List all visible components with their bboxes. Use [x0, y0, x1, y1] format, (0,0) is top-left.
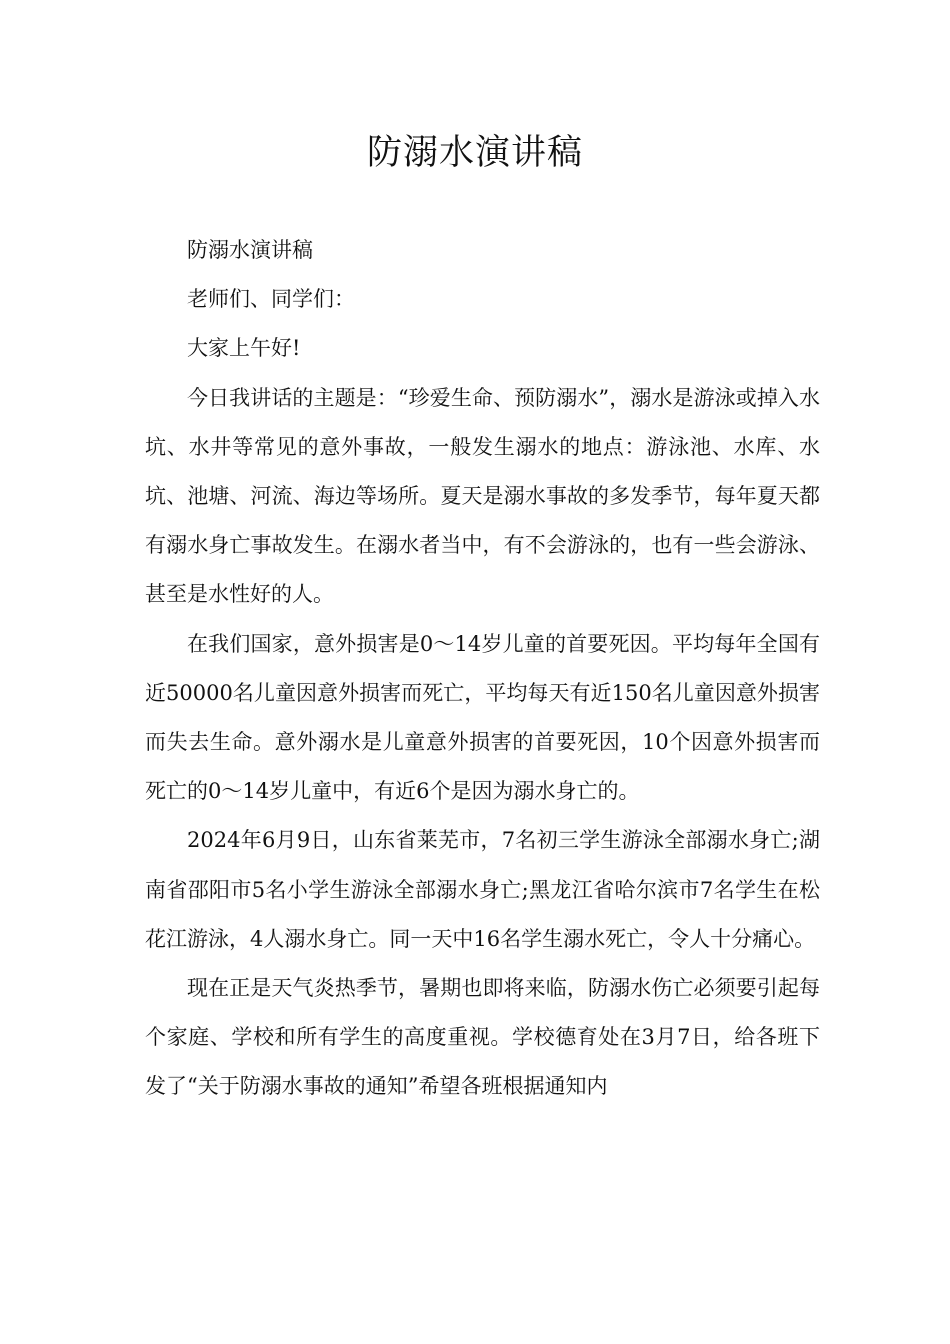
document-body: [145, 226, 820, 1112]
paragraph-greeting: 大家上午好!: [187, 336, 301, 361]
paragraph-statistics: 在我们国家，意外损害是0～14岁儿童的首要死因。平均每年全国有近50000名儿童因意外损害而死亡，平均每天有近150名儿童因意外损害而失去生命。意外溺水是儿童意外损害的首要死因，10个因意外损害而死亡的0～14岁儿童中，有近6个是因为溺水身亡的。: [145, 631, 820, 804]
paragraph-theme: 今日我讲话的主题是：“珍爱生命、预防溺水”，溺水是游泳或掉入水坑、水井等常见的意外事故，一般发生溺水的地点：游泳池、水库、水坑、池塘、河流、海边等场所。夏天是溺水事故的多发季节，每年夏天都有溺水身亡事故发生。在溺水者当中，有不会游泳的，也有一些会游泳、甚至是水性好的人。: [145, 385, 820, 607]
document-title: 防溺水演讲稿: [366, 133, 583, 173]
paragraph-heading: 防溺水演讲稿: [187, 238, 313, 262]
paragraph-school-notice: 现在正是天气炎热季节，暑期也即将来临，防溺水伤亡必须要引起每个家庭、学校和所有学生的高度重视。学校德育处在3月7日，给各班下发了“关于防溺水事故的通知”希望各班根据通知内: [145, 976, 820, 1099]
paragraph-salutation: 老师们、同学们：: [187, 287, 355, 312]
paragraph-incidents: 2024年6月9日，山东省莱芜市，7名初三学生游泳全部溺水身亡;湖南省邵阳市5名小学生游泳全部溺水身亡;黑龙江省哈尔滨市7名学生在松花江游泳，4人溺水身亡。同一天中16名学生溺水死亡，令人十分痛心。: [145, 828, 820, 951]
